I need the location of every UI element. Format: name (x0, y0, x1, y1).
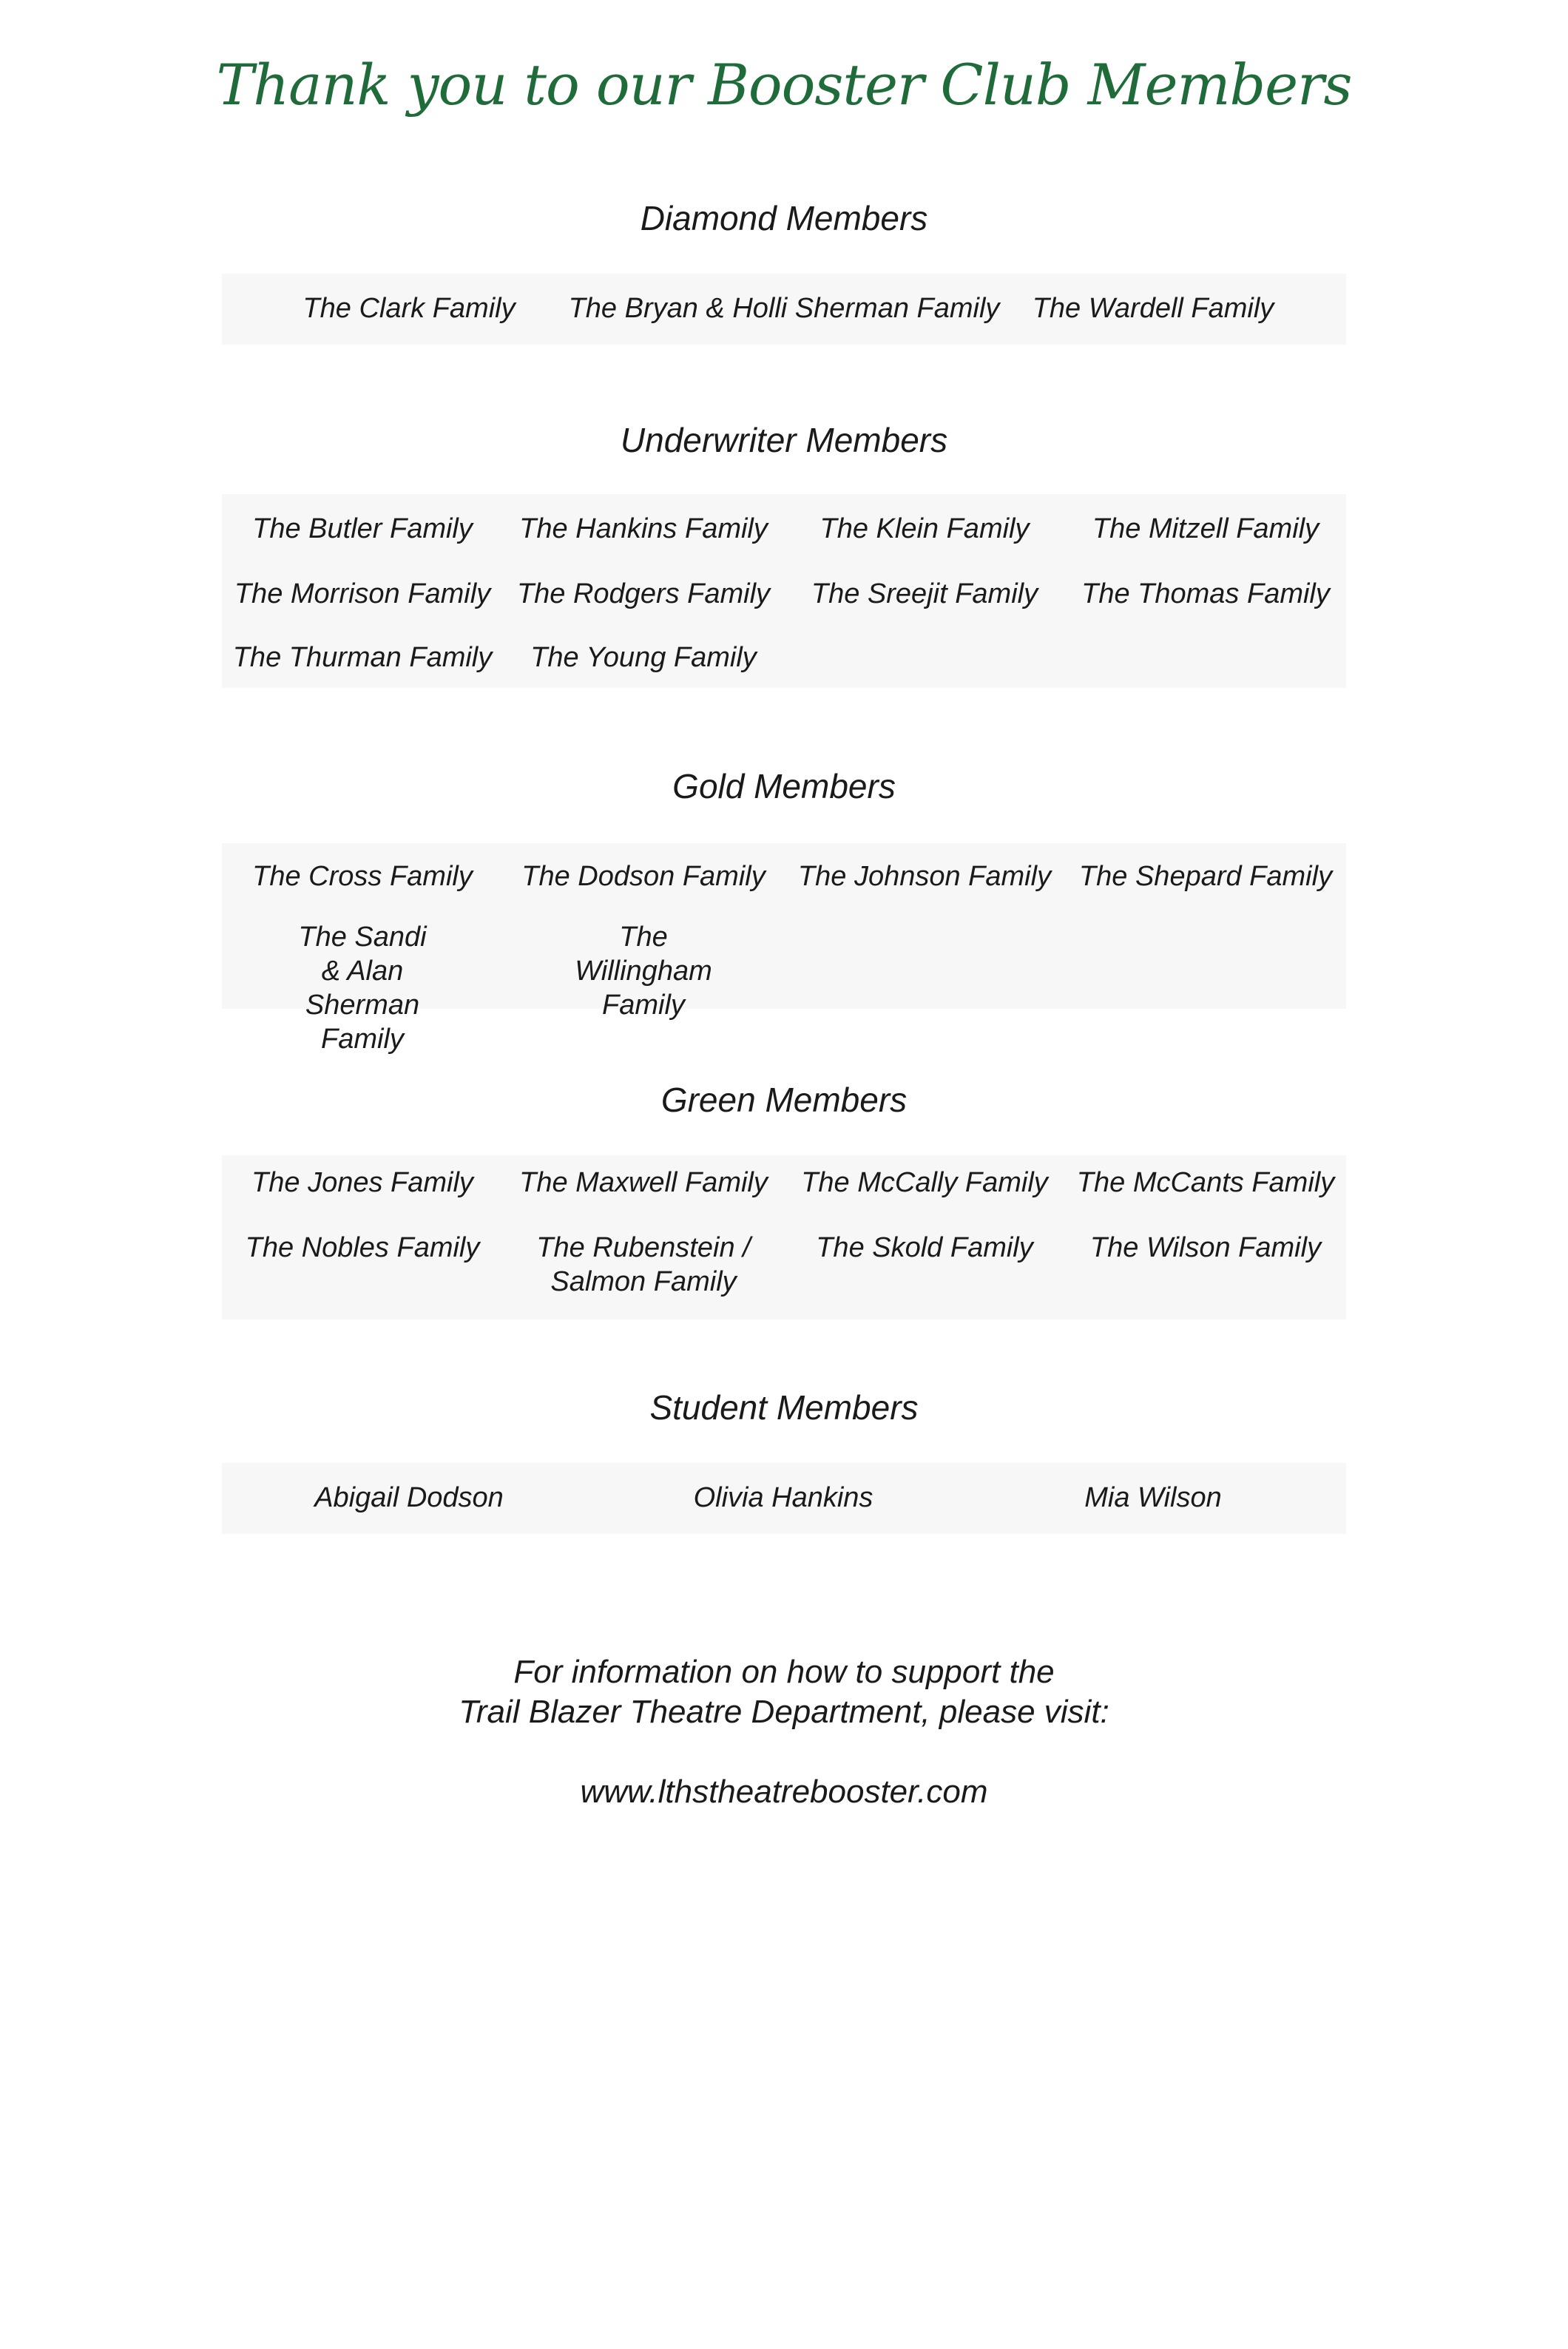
member-name: The Wilson Family (1089, 1232, 1322, 1263)
member-name: The Morrison Family (234, 578, 491, 609)
member-name: The Shepard Family (1078, 861, 1333, 892)
underwriter-heading: Underwriter Members (620, 421, 948, 459)
member-name: The Thomas Family (1081, 578, 1330, 609)
member-name: The Rubenstein / Salmon Family (536, 1232, 751, 1297)
member-name: The Clark Family (303, 293, 516, 324)
underwriter-panel (222, 494, 1346, 688)
member-name: The Butler Family (252, 513, 473, 544)
diamond-heading: Diamond Members (640, 199, 928, 237)
member-name: The Mitzell Family (1092, 513, 1319, 544)
footer-url-link[interactable]: www.lthstheatrebooster.com (580, 1774, 988, 1810)
member-name: The Klein Family (820, 513, 1030, 544)
member-name: The Willingham Family (575, 922, 712, 1021)
member-name: Abigail Dodson (314, 1482, 504, 1513)
gold-panel (222, 843, 1346, 1055)
member-name: The Jones Family (251, 1167, 473, 1198)
member-name: The Sandi & Alan Sherman Family (298, 922, 427, 1055)
member-name: The Maxwell Family (519, 1167, 768, 1198)
student-panel (222, 1463, 1346, 1534)
member-name: The Nobles Family (245, 1232, 480, 1263)
member-name: The Hankins Family (519, 513, 768, 544)
green-heading: Green Members (660, 1081, 908, 1119)
member-name: The Sreejit Family (811, 578, 1038, 609)
green-panel (222, 1155, 1346, 1319)
member-name: The Rodgers Family (516, 578, 771, 609)
member-name: The Thurman Family (232, 642, 493, 673)
member-name: Olivia Hankins (693, 1482, 873, 1513)
student-heading: Student Members (649, 1388, 919, 1427)
member-name: The McCally Family (801, 1167, 1048, 1198)
member-name: The Bryan & Holli Sherman Family (568, 293, 1000, 324)
member-name: The Johnson Family (797, 861, 1052, 892)
page-title: Thank you to our Booster Club Members (216, 52, 1352, 118)
diamond-panel (222, 274, 1346, 345)
member-name: The McCants Family (1076, 1167, 1335, 1198)
member-name: The Cross Family (252, 861, 473, 892)
footer-line-1: For information on how to support the (513, 1654, 1055, 1690)
member-name: The Skold Family (816, 1232, 1033, 1263)
footer-line-2: Trail Blazer Theatre Department, please visit: (459, 1694, 1109, 1730)
member-name: Mia Wilson (1084, 1482, 1222, 1513)
member-name: The Young Family (530, 642, 757, 673)
gold-heading: Gold Members (672, 767, 896, 805)
member-name: The Wardell Family (1032, 293, 1274, 324)
member-name: The Dodson Family (521, 861, 766, 892)
